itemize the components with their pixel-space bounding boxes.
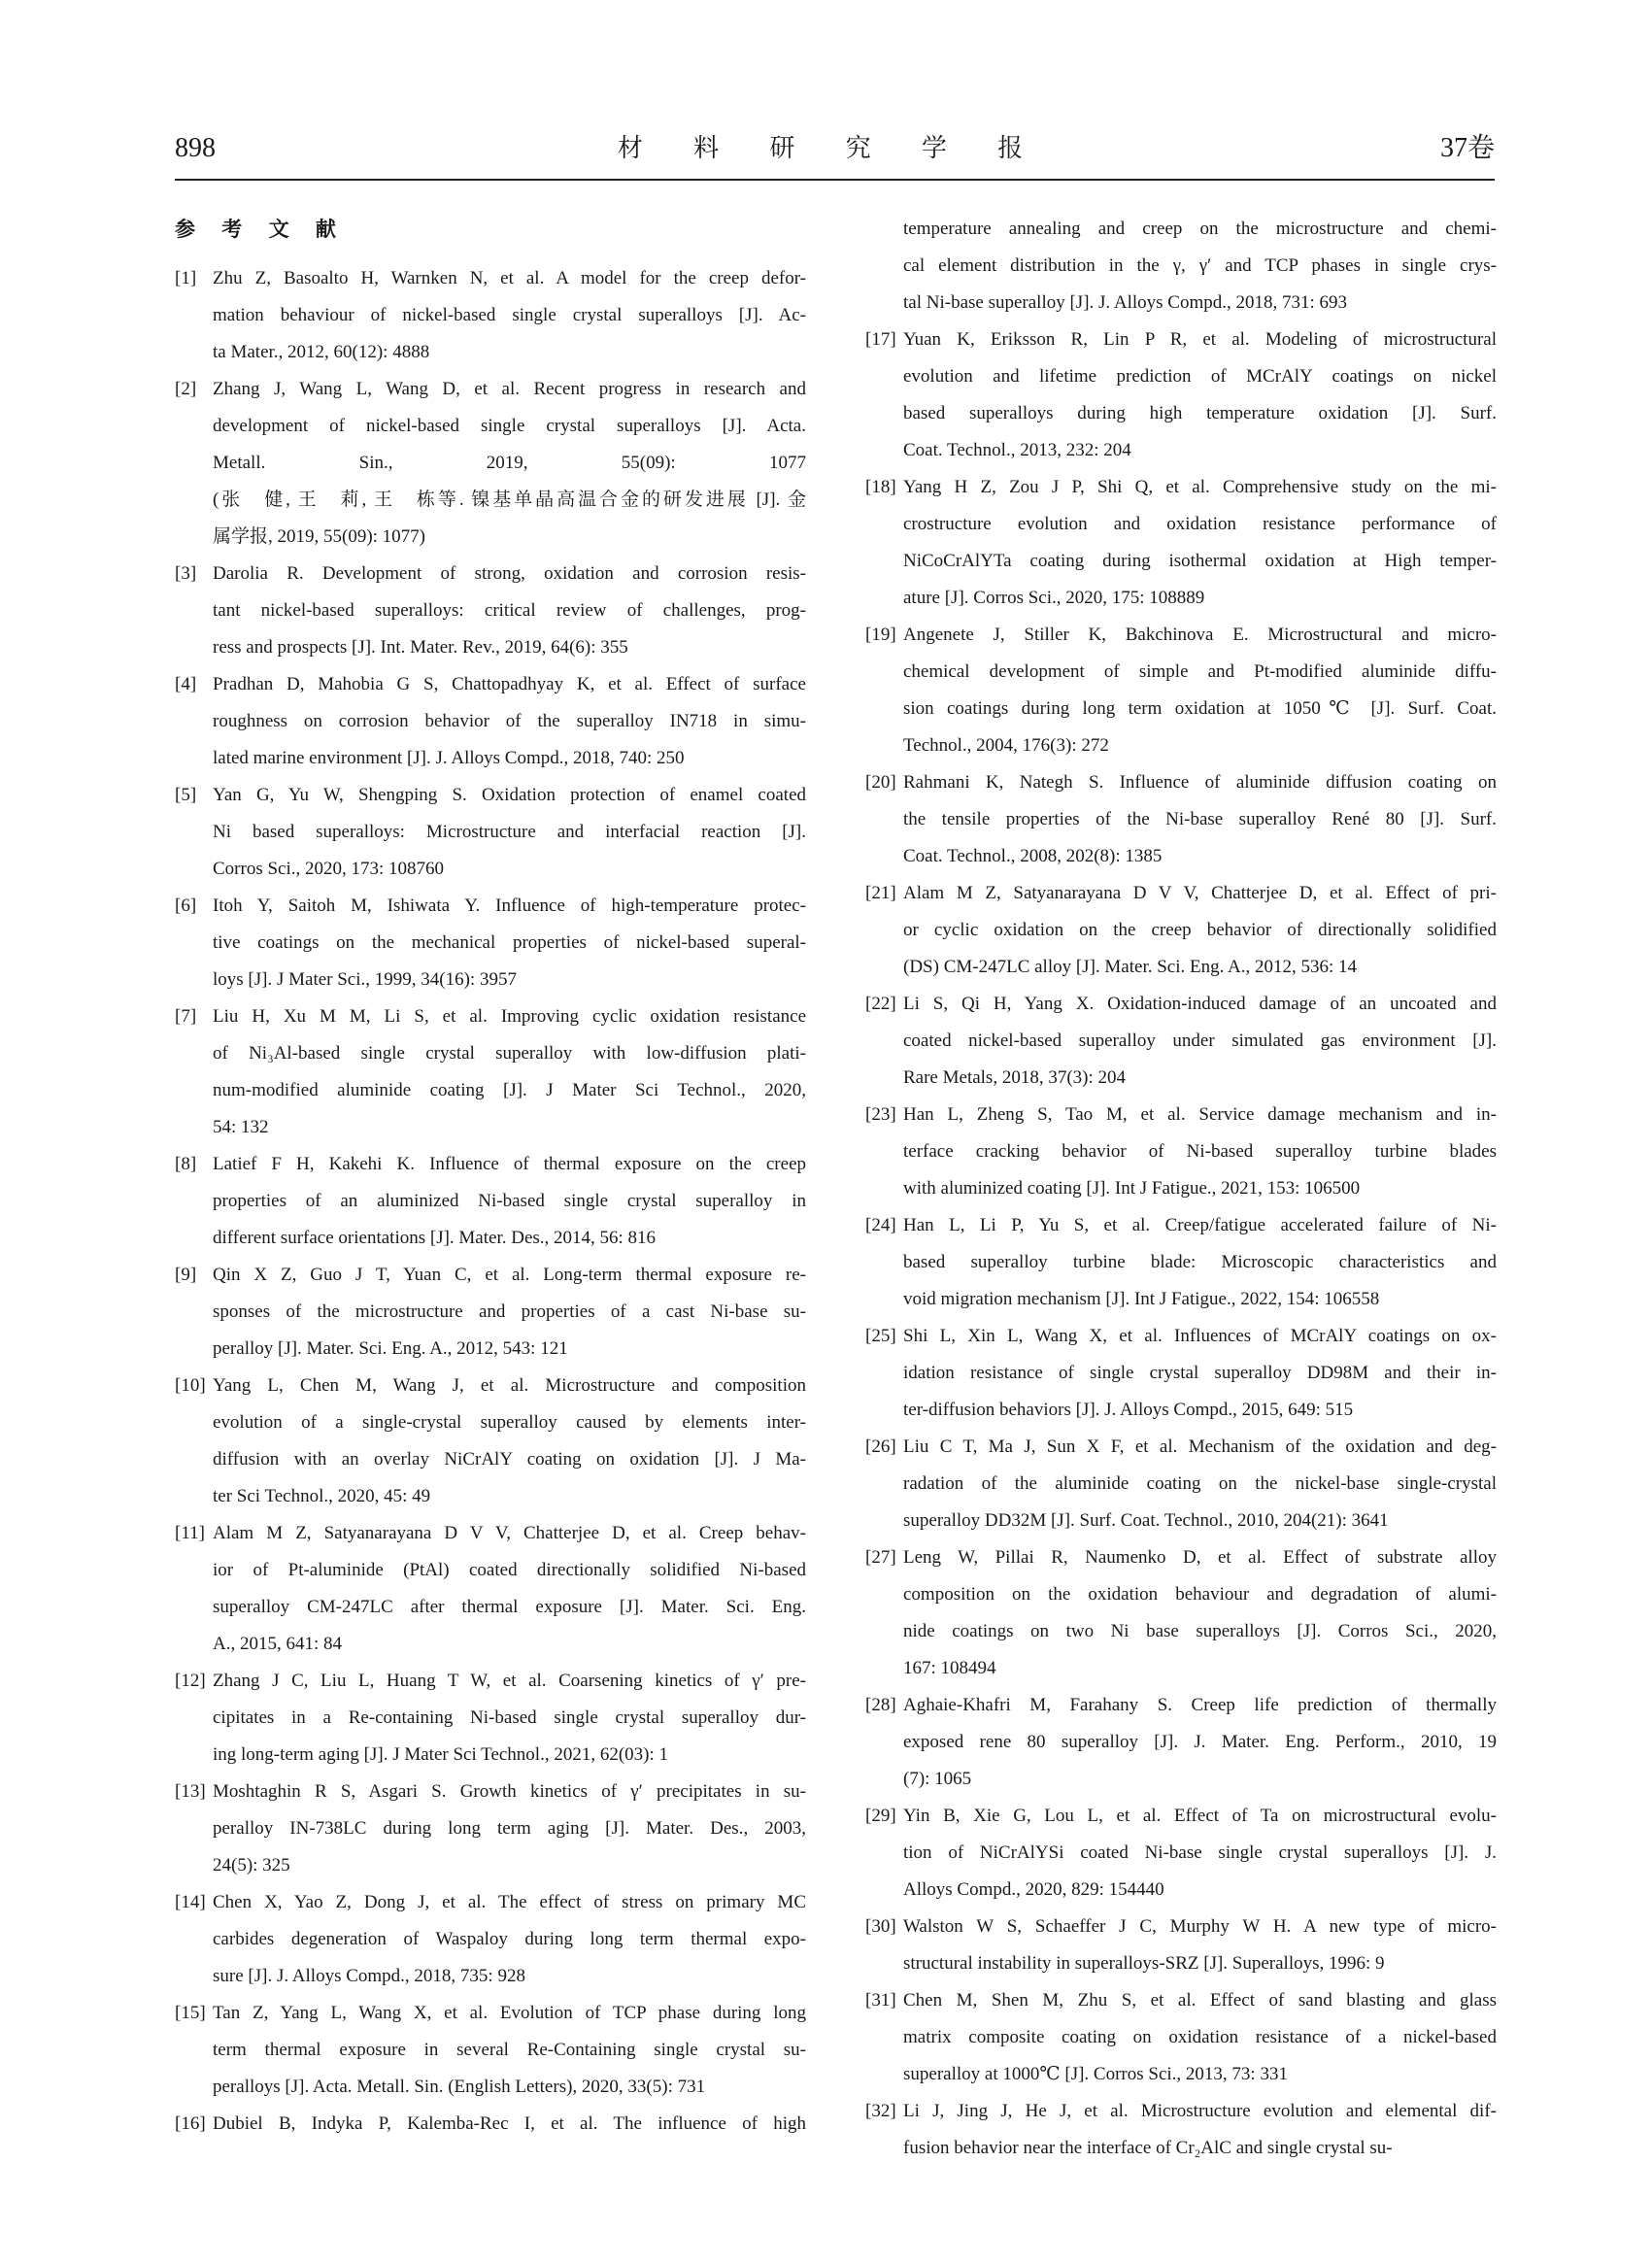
reference-line: Coat. Technol., 2013, 232: 204 — [903, 440, 1131, 460]
reference-line: Itoh Y, Saitoh M, Ishiwata Y. Influence of high-temperature protec- — [213, 895, 806, 916]
reference-line: (7): 1065 — [903, 1769, 972, 1789]
reference-label: [31] — [865, 1990, 896, 2011]
reference-line: Corros Sci., 2020, 173: 108760 — [213, 859, 445, 879]
reference-line: lated marine environment [J]. J. Alloys Compd., 2018, 740: 250 — [213, 748, 685, 768]
reference-label: [19] — [865, 625, 896, 645]
reference-line: nide coatings on two Ni base superalloys [J]. Corros Sci., 2020, — [903, 1621, 1497, 1641]
reference-item — [865, 321, 1497, 469]
reference-line: Latief F H, Kakehi K. Influence of thermal exposure on the creep — [213, 1154, 806, 1174]
reference-line: based superalloys during high temperature oxidation [J]. Surf. — [903, 403, 1497, 423]
reference-line: Zhang J C, Liu L, Huang T W, et al. Coarsening kinetics of γ′ pre- — [213, 1671, 806, 1691]
reference-label: [10] — [175, 1375, 206, 1396]
references-left-column — [175, 260, 806, 2143]
reference-label: [29] — [865, 1806, 896, 1826]
reference-label: [13] — [175, 1781, 206, 1802]
reference-item — [175, 1663, 806, 1774]
reference-line: superalloy CM-247LC after thermal exposure [J]. Mater. Sci. Eng. — [213, 1597, 806, 1617]
references-right-column — [865, 211, 1497, 2167]
reference-line: Metall. Sin., 2019, 55(09): 1077 — [213, 453, 806, 473]
reference-line: idation resistance of single crystal superalloy DD98M and their in- — [903, 1363, 1497, 1383]
reference-line: Li S, Qi H, Yang X. Oxidation-induced damage of an uncoated and — [903, 994, 1497, 1014]
journal-title: 材 料 研 究 学 报 — [617, 134, 1045, 163]
reference-label: [11] — [175, 1523, 205, 1543]
reference-line: Ni based superalloys: Microstructure and interfacial reaction [J]. — [213, 822, 806, 842]
reference-label: [17] — [865, 329, 896, 350]
reference-line: Liu H, Xu M M, Li S, et al. Improving cyclic oxidation resistance — [213, 1006, 806, 1027]
reference-line: Rahmani K, Nategh S. Influence of aluminide diffusion coating on — [903, 772, 1497, 793]
reference-line: ress and prospects [J]. Int. Mater. Rev., 2019, 64(6): 355 — [213, 637, 628, 658]
reference-item — [865, 1318, 1497, 1429]
reference-line: Liu C T, Ma J, Sun X F, et al. Mechanism of the oxidation and deg- — [903, 1436, 1497, 1457]
reference-line: tant nickel-based superalloys: critical review of challenges, prog- — [213, 600, 806, 621]
reference-item — [175, 1995, 806, 2106]
reference-item — [175, 1257, 806, 1368]
reference-line: 属学报, 2019, 55(09): 1077) — [213, 526, 426, 547]
reference-line: tion of NiCrAlYSi coated Ni-base single crystal superalloys [J]. J. — [903, 1842, 1497, 1863]
reference-label: [2] — [175, 379, 197, 399]
reference-line: the tensile properties of the Ni-base superalloy René 80 [J]. Surf. — [903, 809, 1497, 829]
volume-label: 37卷 — [1439, 133, 1495, 163]
reference-line: num-modified aluminide coating [J]. J Mater Sci Technol., 2020, — [213, 1080, 806, 1100]
reference-line: of Ni₃Al-based single crystal superalloy with low-diffusion plati- — [213, 1043, 806, 1064]
reference-item — [175, 2106, 806, 2143]
reference-line: Walston W S, Schaeffer J C, Murphy W H. A new type of micro- — [903, 1916, 1497, 1937]
reference-item — [175, 556, 806, 666]
reference-line: NiCoCrAlYTa coating during isothermal oxidation at High temper- — [903, 551, 1497, 571]
reference-line: fusion behavior near the interface of Cr₂AlC and single crystal su- — [903, 2138, 1393, 2158]
reference-line: Han L, Zheng S, Tao M, et al. Service damage mechanism and in- — [903, 1104, 1497, 1125]
reference-item — [865, 469, 1497, 617]
reference-line: Tan Z, Yang L, Wang X, et al. Evolution of TCP phase during long — [213, 2003, 806, 2023]
reference-line: Li J, Jing J, He J, et al. Microstructure evolution and elemental dif- — [903, 2101, 1497, 2121]
reference-label: [24] — [865, 1215, 896, 1235]
reference-line: Yang L, Chen M, Wang J, et al. Microstructure and composition — [213, 1375, 806, 1396]
reference-line: cipitates in a Re-containing Ni-based single crystal superalloy dur- — [213, 1707, 806, 1728]
reference-line: (DS) CM-247LC alloy [J]. Mater. Sci. Eng. A., 2012, 536: 14 — [903, 957, 1358, 977]
reference-line: ior of Pt-aluminide (PtAl) coated directionally solidified Ni-based — [213, 1560, 806, 1580]
reference-line: Yuan K, Eriksson R, Lin P R, et al. Modeling of microstructural — [903, 329, 1497, 350]
reference-line: void migration mechanism [J]. Int J Fatigue., 2022, 154: 106558 — [903, 1289, 1380, 1309]
reference-label: [12] — [175, 1671, 206, 1691]
reference-label: [18] — [865, 477, 896, 497]
reference-line: tive coatings on the mechanical properties of nickel-based superal- — [213, 932, 806, 953]
reference-label: [25] — [865, 1326, 896, 1346]
reference-label: [6] — [175, 895, 197, 916]
reference-item — [175, 998, 806, 1146]
reference-label: [30] — [865, 1916, 896, 1937]
reference-line: coated nickel-based superalloy under simulated gas environment [J]. — [903, 1031, 1497, 1051]
reference-line: Chen X, Yao Z, Dong J, et al. The effect of stress on primary MC — [213, 1892, 806, 1912]
page-number: 898 — [175, 133, 216, 163]
reference-label: [14] — [175, 1892, 206, 1912]
reference-label: [9] — [175, 1265, 197, 1285]
reference-line: Coat. Technol., 2008, 202(8): 1385 — [903, 846, 1163, 866]
reference-line: Alam M Z, Satyanarayana D V V, Chatterjee D, et al. Effect of pri- — [903, 883, 1497, 903]
reference-line: Moshtaghin R S, Asgari S. Growth kinetics of γ′ precipitates in su- — [213, 1781, 806, 1802]
reference-line: Qin X Z, Guo J T, Yuan C, et al. Long-term thermal exposure re- — [213, 1265, 806, 1285]
reference-line: ter Sci Technol., 2020, 45: 49 — [213, 1486, 431, 1506]
reference-line: roughness on corrosion behavior of the superalloy IN718 in simu- — [213, 711, 806, 731]
reference-line: diffusion with an overlay NiCrAlY coating on oxidation [J]. J Ma- — [213, 1449, 806, 1470]
reference-item — [865, 1207, 1497, 1318]
reference-label: [20] — [865, 772, 896, 793]
reference-item — [865, 1687, 1497, 1798]
reference-label: [23] — [865, 1104, 896, 1125]
reference-line: Yan G, Yu W, Shengping S. Oxidation protection of enamel coated — [213, 785, 806, 805]
reference-item — [175, 1515, 806, 1663]
reference-line: cal element distribution in the γ, γ′ and TCP phases in single crys- — [903, 255, 1497, 276]
reference-line: peralloys [J]. Acta. Metall. Sin. (English Letters), 2020, 33(5): 731 — [213, 2077, 706, 2097]
reference-item — [865, 1982, 1497, 2093]
reference-item — [865, 875, 1497, 986]
reference-line: ing long-term aging [J]. J Mater Sci Technol., 2021, 62(03): 1 — [213, 1744, 669, 1765]
reference-line: properties of an aluminized Ni-based single crystal superalloy in — [213, 1191, 806, 1211]
reference-line: with aluminized coating [J]. Int J Fatigue., 2021, 153: 106500 — [903, 1178, 1361, 1199]
reference-line: sion coatings during long term oxidation at 1050℃ [J]. Surf. Coat. — [903, 698, 1497, 719]
reference-line: matrix composite coating on oxidation resistance of a nickel-based — [903, 2027, 1497, 2047]
reference-label: [8] — [175, 1154, 197, 1174]
reference-item — [865, 2093, 1497, 2167]
reference-line: Leng W, Pillai R, Naumenko D, et al. Effect of substrate alloy — [903, 1547, 1497, 1568]
reference-line: 54: 132 — [213, 1117, 269, 1137]
reference-line: Alam M Z, Satyanarayana D V V, Chatterjee D, et al. Creep behav- — [213, 1523, 806, 1543]
reference-line: Dubiel B, Indyka P, Kalemba-Rec I, et al. The influence of high — [213, 2113, 806, 2134]
reference-label: [16] — [175, 2113, 206, 2134]
reference-label: [3] — [175, 563, 197, 584]
reference-label: [26] — [865, 1436, 896, 1457]
reference-label: [1] — [175, 268, 197, 288]
reference-item — [865, 1097, 1497, 1207]
reference-label: [28] — [865, 1695, 896, 1715]
reference-label: [5] — [175, 785, 197, 805]
reference-line: Alloys Compd., 2020, 829: 154440 — [903, 1879, 1164, 1900]
reference-line: Zhu Z, Basoalto H, Warnken N, et al. A model for the creep defor- — [213, 268, 806, 288]
reference-line: Darolia R. Development of strong, oxidation and corrosion resis- — [213, 563, 806, 584]
reference-item — [865, 1539, 1497, 1687]
reference-line: mation behaviour of nickel-based single crystal superalloys [J]. Ac- — [213, 305, 806, 325]
section-title: 参 考 文 献 — [175, 218, 346, 241]
reference-item — [865, 1909, 1497, 1982]
reference-line: Aghaie-Khafri M, Farahany S. Creep life prediction of thermally — [903, 1695, 1497, 1715]
reference-item — [175, 260, 806, 371]
reference-line: A., 2015, 641: 84 — [213, 1634, 342, 1654]
reference-line: tal Ni-base superalloy [J]. J. Alloys Compd., 2018, 731: 693 — [903, 292, 1348, 313]
reference-item — [865, 211, 1497, 321]
reference-label: [7] — [175, 1006, 197, 1027]
reference-item — [175, 666, 806, 777]
reference-line: different surface orientations [J]. Mater. Des., 2014, 56: 816 — [213, 1228, 657, 1248]
reference-label: [27] — [865, 1547, 896, 1568]
reference-item — [175, 1884, 806, 1995]
reference-line: Han L, Li P, Yu S, et al. Creep/fatigue accelerated failure of Ni- — [903, 1215, 1497, 1235]
reference-line: (张 健, 王 莉, 王 栋等. 镍基单晶高温合金的研发进展 [J]. 金 — [213, 490, 806, 510]
reference-line: ta Mater., 2012, 60(12): 4888 — [213, 342, 430, 362]
reference-item — [175, 1146, 806, 1257]
reference-label: [32] — [865, 2101, 896, 2121]
reference-label: [4] — [175, 674, 197, 694]
reference-line: based superalloy turbine blade: Microscopic characteristics and — [903, 1252, 1497, 1272]
reference-line: terface cracking behavior of Ni-based superalloy turbine blades — [903, 1141, 1497, 1162]
reference-line: crostructure evolution and oxidation resistance performance of — [903, 514, 1497, 534]
reference-item — [175, 1368, 806, 1515]
reference-item — [865, 617, 1497, 764]
reference-item — [865, 986, 1497, 1097]
reference-line: temperature annealing and creep on the microstructure and chemi- — [903, 219, 1497, 239]
reference-line: development of nickel-based single crystal superalloys [J]. Acta. — [213, 416, 806, 436]
reference-line: ature [J]. Corros Sci., 2020, 175: 108889 — [903, 588, 1205, 608]
reference-label: [15] — [175, 2003, 206, 2023]
reference-item — [175, 1774, 806, 1884]
reference-line: loys [J]. J Mater Sci., 1999, 34(16): 3957 — [213, 969, 517, 990]
reference-line: Chen M, Shen M, Zhu S, et al. Effect of sand blasting and glass — [903, 1990, 1497, 2011]
reference-line: composition on the oxidation behaviour and degradation of alumi- — [903, 1584, 1497, 1605]
reference-line: Shi L, Xin L, Wang X, et al. Influences of MCrAlY coatings on ox- — [903, 1326, 1497, 1346]
reference-line: superalloy at 1000℃ [J]. Corros Sci., 2013, 73: 331 — [903, 2064, 1288, 2084]
reference-label: [22] — [865, 994, 896, 1014]
reference-line: superalloy DD32M [J]. Surf. Coat. Technol., 2010, 204(21): 3641 — [903, 1510, 1389, 1531]
reference-item — [865, 1798, 1497, 1909]
reference-line: sure [J]. J. Alloys Compd., 2018, 735: 928 — [213, 1966, 525, 1986]
reference-line: term thermal exposure in several Re-Containing single crystal su- — [213, 2040, 806, 2060]
reference-line: evolution and lifetime prediction of MCrAlY coatings on nickel — [903, 366, 1497, 387]
reference-item — [175, 371, 806, 556]
reference-line: Technol., 2004, 176(3): 272 — [903, 735, 1109, 756]
reference-line: evolution of a single-crystal superalloy caused by elements inter- — [213, 1412, 806, 1433]
reference-line: Zhang J, Wang L, Wang D, et al. Recent progress in research and — [213, 379, 806, 399]
reference-item — [175, 777, 806, 888]
reference-label: [21] — [865, 883, 896, 903]
reference-line: Rare Metals, 2018, 37(3): 204 — [903, 1067, 1127, 1088]
reference-line: sponses of the microstructure and properties of a cast Ni-base su- — [213, 1301, 806, 1322]
reference-line: Yin B, Xie G, Lou L, et al. Effect of Ta on microstructural evolu- — [903, 1806, 1497, 1826]
reference-item — [865, 764, 1497, 875]
reference-line: structural instability in superalloys-SRZ [J]. Superalloys, 1996: 9 — [903, 1953, 1385, 1974]
reference-item — [175, 888, 806, 998]
reference-line: Yang H Z, Zou J P, Shi Q, et al. Comprehensive study on the mi- — [903, 477, 1497, 497]
reference-line: Angenete J, Stiller K, Bakchinova E. Microstructural and micro- — [903, 625, 1497, 645]
reference-line: radation of the aluminide coating on the nickel-base single-crystal — [903, 1473, 1497, 1494]
reference-line: 24(5): 325 — [213, 1855, 290, 1875]
reference-line: ter-diffusion behaviors [J]. J. Alloys Compd., 2015, 649: 515 — [903, 1400, 1354, 1420]
reference-line: carbides degeneration of Waspaloy during long term thermal expo- — [213, 1929, 806, 1949]
reference-line: Pradhan D, Mahobia G S, Chattopadhyay K, et al. Effect of surface — [213, 674, 806, 694]
reference-item — [865, 1429, 1497, 1539]
reference-line: 167: 108494 — [903, 1658, 996, 1678]
header-rule — [175, 179, 1495, 181]
reference-line: or cyclic oxidation on the creep behavior of directionally solidified — [903, 920, 1497, 940]
reference-line: peralloy IN-738LC during long term aging [J]. Mater. Des., 2003, — [213, 1818, 806, 1839]
reference-line: chemical development of simple and Pt-modified aluminide diffu- — [903, 661, 1497, 682]
reference-line: peralloy [J]. Mater. Sci. Eng. A., 2012, 543: 121 — [213, 1338, 568, 1359]
reference-line: exposed rene 80 superalloy [J]. J. Mater. Eng. Perform., 2010, 19 — [903, 1732, 1497, 1752]
